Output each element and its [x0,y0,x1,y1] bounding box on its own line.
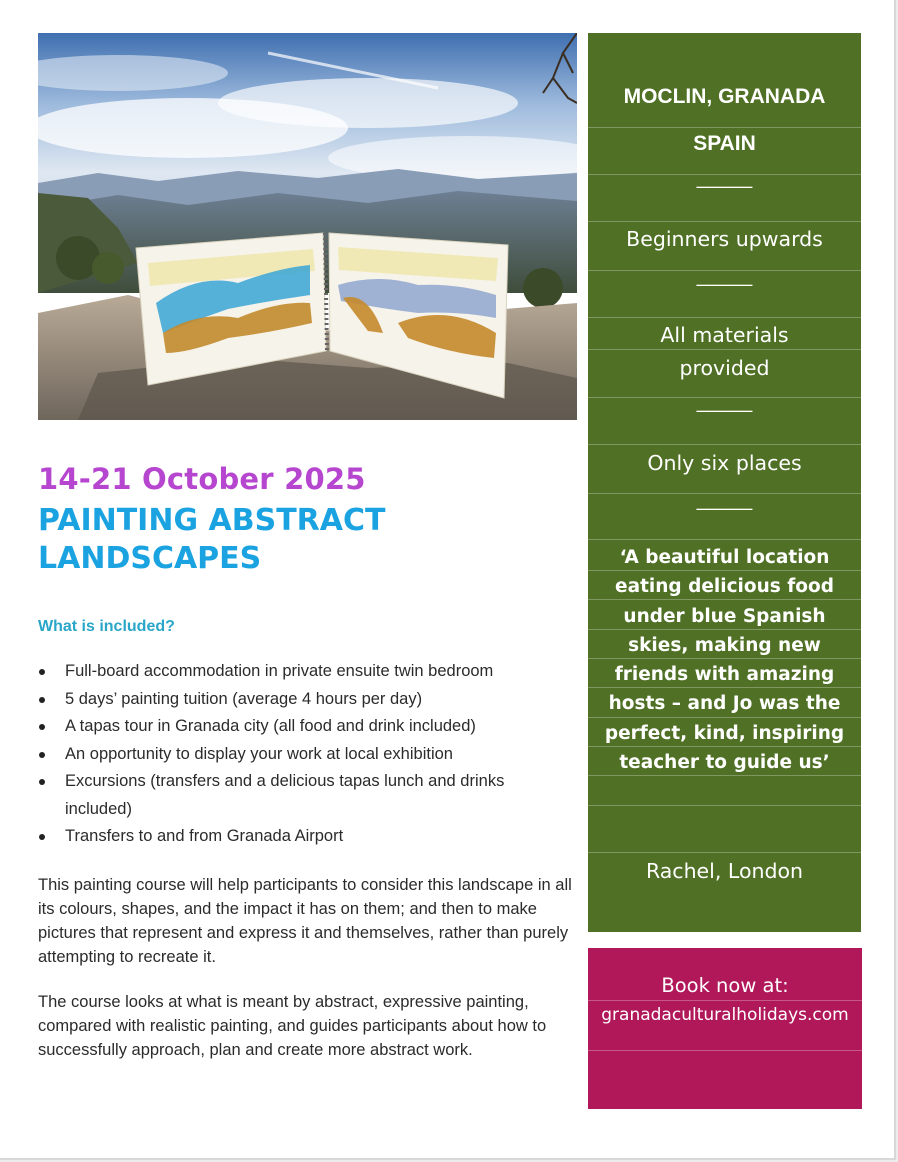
separator: _____ [696,391,753,413]
info-sidebar [588,33,861,932]
event-dates: 14-21 October 2025 [38,462,366,496]
course-title-line: LANDSCAPES [38,541,262,576]
materials-line: provided [679,356,770,380]
booking-website-link[interactable]: granadaculturalholidays.com [601,1005,849,1025]
divider [588,221,861,222]
included-list [38,658,558,851]
description-paragraph: The course looks at what is meant by abstract, expressive painting, compared with realistic painting, and guides participants about how to successfully approach, plan and create more abstract work. [38,993,547,1059]
separator: _____ [696,265,753,287]
included-item: A tapas tour in Granada city (all food and drink included) [38,713,558,741]
course-title-line: PAINTING ABSTRACT [38,503,386,538]
location-line: MOCLIN, GRANADA [623,85,826,108]
testimonial-quote: ‘A beautiful location eating delicious food under blue Spanish skies, making new friends with amazing hosts – and Jo was the perfect, kind, inspiring teacher to guide us’ [604,547,845,774]
booking-label: Book now at: [661,974,789,997]
included-item: Transfers to and from Granada Airport [38,823,558,851]
separator: _____ [696,489,753,511]
divider [588,805,861,806]
included-heading: What is included? [38,618,175,635]
divider [588,539,861,540]
divider [588,317,861,318]
divider [588,1050,862,1051]
separator: _____ [696,167,753,189]
divider [588,444,861,445]
location-line: SPAIN [693,132,756,155]
testimonial-author: Rachel, London [645,859,804,883]
materials-line: All materials [660,323,789,347]
included-item: 5 days’ painting tuition (average 4 hours per day) [38,686,558,714]
divider [588,127,861,128]
booking-panel [588,948,862,1109]
places-text: Only six places [647,451,802,475]
included-item: Excursions (transfers and a delicious tapas lunch and drinks included) [38,768,558,823]
included-item: An opportunity to display your work at local exhibition [38,741,558,769]
included-item: Full-board accommodation in private ensuite twin bedroom [38,658,558,686]
course-title [38,502,558,578]
divider [588,852,861,853]
landscape-sketchbook-photo [38,33,577,420]
divider [588,1000,862,1001]
level-text: Beginners upwards [626,227,823,251]
description-paragraph: This painting course will help participants to consider this landscape in all its colours, shapes, and the impact it has on them; and then to make pictures that represent and express it and themselves, rather than purely attempting to recreate it. [38,876,572,966]
